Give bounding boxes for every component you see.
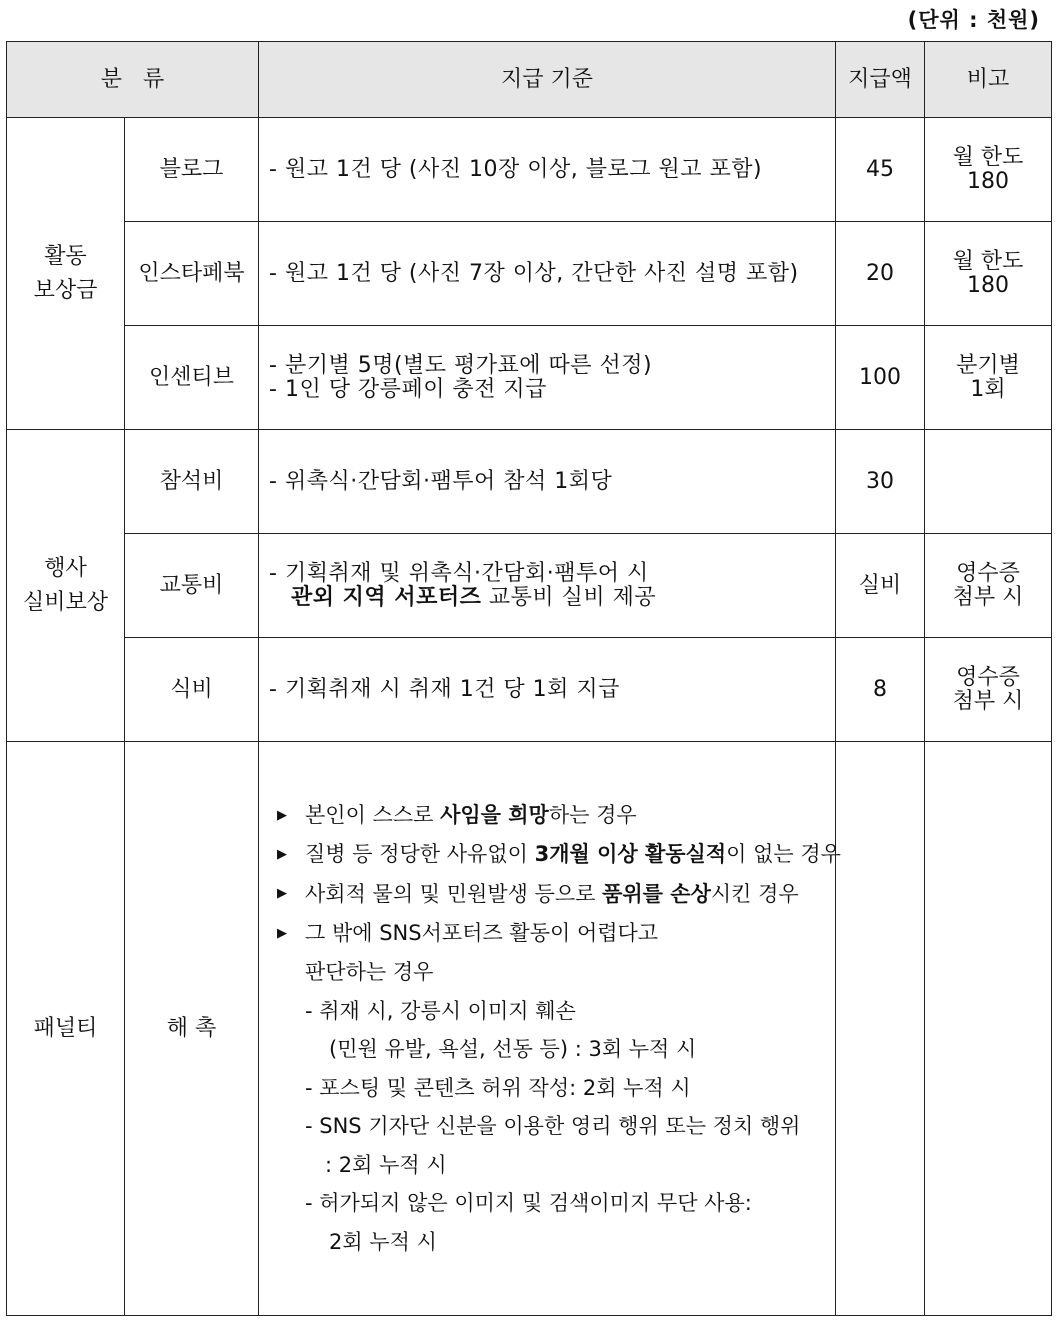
triangle-right-icon: ▶ [277,807,288,823]
table-row [7,638,1052,742]
penalty-bold: 품위를 손상 [602,881,711,906]
penalty-text: 그 밖에 SNS서포터즈 활동이 어렵다고 [305,920,659,945]
criteria-line: - 기획취재 및 위촉식·간담회·팸투어 시 [269,560,649,586]
triangle-right-icon: ▶ [277,925,288,941]
criteria-line: - 원고 1건 당 (사진 7장 이상, 간단한 사진 설명 포함) [269,260,799,286]
penalty-sub: - 허가되지 않은 이미지 및 검색이미지 무단 사용: [305,1191,752,1215]
sub-category: 해 촉 [125,742,259,1316]
group-label-line: 보상금 [33,277,98,303]
penalty-sub-cont: 2회 누적 시 [329,1229,437,1254]
criteria-cell [259,430,836,534]
sub-category: 인스타페북 [125,222,259,326]
note-line: 첨부 시 [952,688,1024,714]
penalty-item [277,796,835,835]
sub-category: 블로그 [125,118,259,222]
criteria-bold: 관외 지역 서포터즈 [291,584,482,610]
note-cell [925,326,1052,430]
note-cell [925,118,1052,222]
group-label-line: 활동 [44,243,87,269]
triangle-right-icon: ▶ [277,847,288,862]
payment-table [6,41,1052,1316]
penalty-item [277,914,835,953]
group-label-line: 실비보상 [22,589,108,615]
penalty-item [277,835,841,874]
note-cell [925,430,1052,534]
criteria-line: - 위촉식·간담회·팸투어 참석 1회당 [269,468,613,494]
sub-category: 인센티브 [125,326,259,430]
penalty-text: 본인이 스스로 [305,803,441,827]
penalty-sub-cont: : 2회 누적 시 [325,1152,447,1177]
unit-label: (단위 : 천원) [907,8,1040,32]
criteria-tail: 교통비 실비 제공 [481,584,657,610]
penalty-sub-cont: (민원 유발, 욕설, 선동 등) : 3회 누적 시 [329,1037,697,1061]
penalty-text: 시킨 경우 [710,881,799,906]
header-row [7,42,1052,118]
group-penalty: 패널티 [7,742,125,1316]
amount-cell: 8 [836,638,925,742]
penalty-text: 질병 등 정당한 사유없이 [305,842,535,867]
note-line: 180 [967,272,1010,298]
criteria-line: - 분기별 5명(별도 평가표에 따른 선정) [269,352,653,378]
header-note: 비고 [925,42,1052,118]
sub-category: 교통비 [125,534,259,638]
note-cell [925,222,1052,326]
amount-cell [836,742,925,1316]
header-amount: 지급액 [836,42,925,118]
penalty-item [277,875,835,914]
sub-category: 참석비 [125,430,259,534]
header-category: 분 류 [7,42,259,118]
criteria-line: - 1인 당 강릉페이 충전 지급 [269,376,547,402]
table-row [7,430,1052,534]
note-line: 영수증 [956,560,1020,586]
group-event [7,430,125,742]
amount-cell: 20 [836,222,925,326]
note-line: 분기별 [956,352,1020,378]
criteria-cell [259,326,836,430]
note-cell [925,534,1052,638]
penalty-sub: - 포스팅 및 콘텐츠 허위 작성: 2회 누적 시 [305,1075,691,1100]
header-criteria: 지급 기준 [259,42,836,118]
note-line: 월 한도 [952,144,1024,170]
note-line: 월 한도 [952,248,1024,274]
penalty-bold: 사임을 희망 [440,803,549,827]
table-row [7,326,1052,430]
criteria-cell [259,118,836,222]
amount-cell: 45 [836,118,925,222]
penalty-criteria-cell [259,742,841,1316]
criteria-line: - 기획취재 시 취재 1건 당 1회 지급 [269,676,620,702]
note-cell [925,638,1052,742]
table-row [7,742,1052,1316]
group-activity [7,118,125,430]
triangle-right-icon: ▶ [277,886,288,902]
penalty-text: 하는 경우 [548,803,637,827]
table-row [7,118,1052,222]
penalty-sub: - 취재 시, 강릉시 이미지 훼손 [305,998,576,1023]
note-line: 첨부 시 [952,584,1024,610]
amount-cell: 100 [836,326,925,430]
penalty-text: 이 없는 경우 [726,842,841,867]
table-row [7,222,1052,326]
amount-cell: 실비 [836,534,925,638]
penalty-cont: 판단하는 경우 [305,960,434,984]
note-line: 영수증 [956,664,1020,690]
table-row [7,534,1052,638]
criteria-cell [259,222,836,326]
note-line: 180 [967,168,1010,194]
group-label-line: 행사 [44,555,87,581]
amount-cell: 30 [836,430,925,534]
penalty-sub: - SNS 기자단 신분을 이용한 영리 행위 또는 정치 행위 [305,1114,801,1138]
criteria-line: - 원고 1건 당 (사진 10장 이상, 블로그 원고 포함) [269,156,763,182]
criteria-cell [259,638,836,742]
sub-category: 식비 [125,638,259,742]
criteria-cell [259,534,836,638]
note-line: 1회 [970,376,1006,402]
penalty-bold: 3개월 이상 활동실적 [534,842,727,867]
criteria-line [269,586,835,610]
penalty-text: 사회적 물의 및 민원발생 등으로 [305,881,603,906]
note-cell [925,742,1052,1316]
